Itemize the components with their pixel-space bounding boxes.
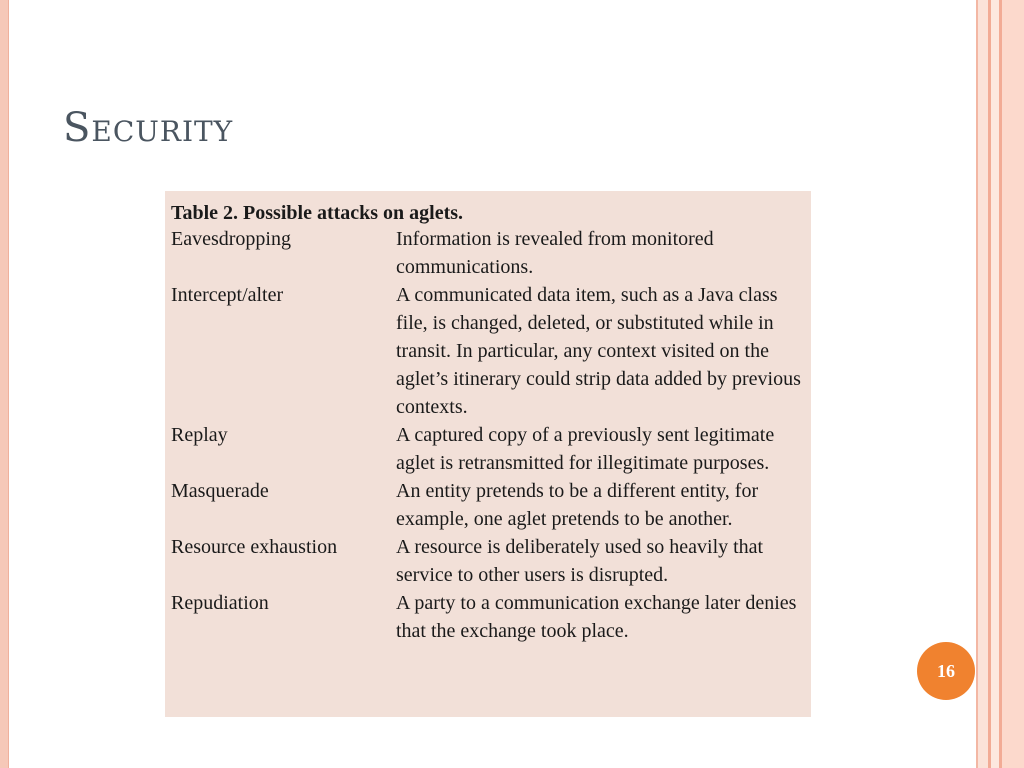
table-row	[171, 589, 805, 645]
attack-name: Replay	[171, 424, 228, 446]
table-caption: Table 2. Possible attacks on aglets.	[171, 202, 464, 224]
attack-description: A captured copy of a previously sent legitimate aglet is retransmitted for illegitimate purposes.	[396, 424, 775, 474]
attack-description: Information is revealed from monitored communications.	[396, 228, 714, 278]
attack-description: A resource is deliberately used so heavily that service to other users is disrupted.	[396, 536, 764, 586]
attacks-table-figure	[165, 191, 811, 717]
attack-description: A party to a communication exchange later denies that the exchange took place.	[396, 592, 797, 642]
attack-name: Intercept/alter	[171, 284, 284, 306]
table-row	[171, 477, 805, 533]
attack-description: A communicated data item, such as a Java class file, is changed, deleted, or substituted while in transit. In particular, any context visited on the aglet’s itinerary could strip data added by previous contexts.	[396, 284, 801, 418]
table-row	[171, 281, 805, 421]
table-row	[171, 421, 805, 477]
attack-description: An entity pretends to be a different entity, for example, one aglet pretends to be another.	[396, 480, 759, 530]
table-row	[171, 533, 805, 589]
attack-name: Masquerade	[171, 480, 269, 502]
attack-name: Repudiation	[171, 592, 269, 614]
left-decorative-stripe	[0, 0, 9, 768]
table-row	[171, 225, 805, 281]
slide-title: Security	[63, 105, 234, 151]
page-number-badge: 16	[917, 642, 975, 700]
attack-name: Resource exhaustion	[171, 536, 338, 558]
attack-name: Eavesdropping	[171, 228, 291, 250]
attacks-table	[171, 225, 805, 645]
right-decorative-stripes	[976, 0, 1024, 768]
